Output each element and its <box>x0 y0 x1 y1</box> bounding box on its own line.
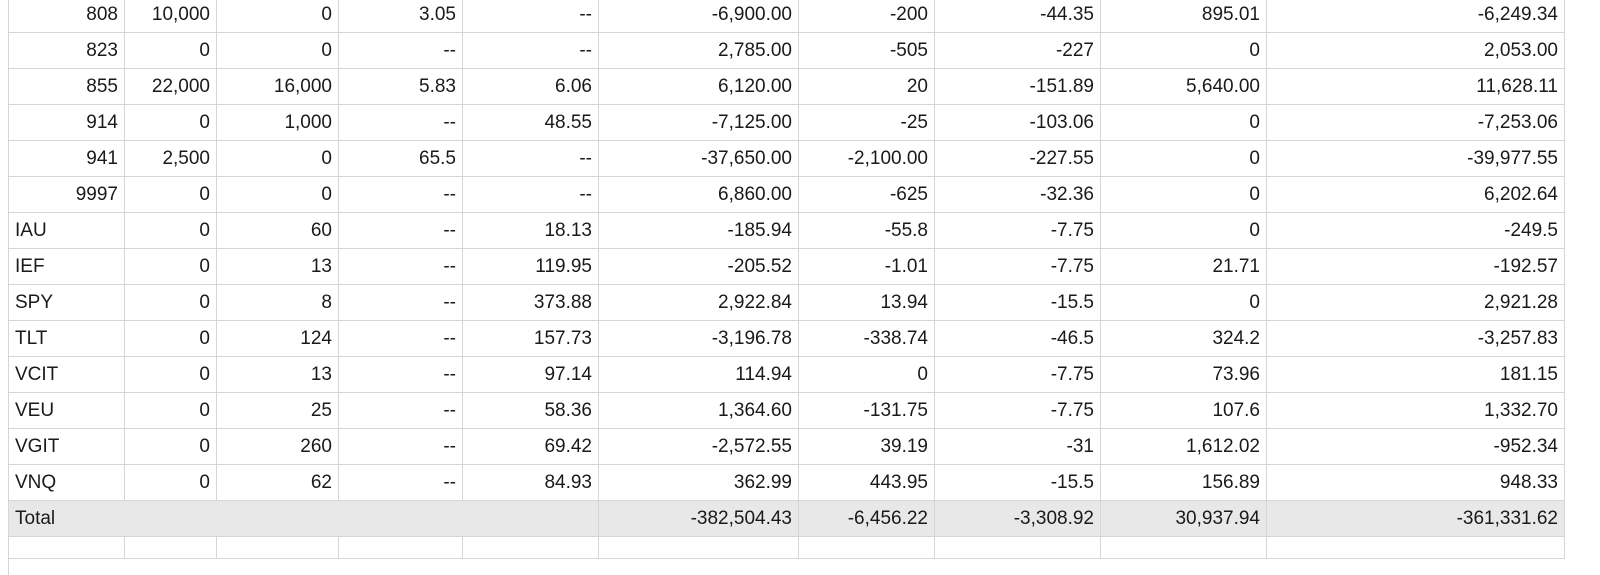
table-cell[interactable]: 8 <box>217 285 339 321</box>
row-label-cell[interactable]: SPY <box>9 285 125 321</box>
table-cell[interactable]: -7.75 <box>935 393 1101 429</box>
table-cell[interactable]: 0 <box>125 429 217 465</box>
table-cell[interactable]: 0 <box>125 357 217 393</box>
table-cell[interactable]: 0 <box>125 393 217 429</box>
empty-cell[interactable] <box>9 537 125 559</box>
table-cell[interactable]: 0 <box>217 33 339 69</box>
row-label-cell[interactable]: TLT <box>9 321 125 357</box>
table-cell[interactable]: 1,364.60 <box>599 393 799 429</box>
empty-cell[interactable] <box>799 537 935 559</box>
table-cell[interactable]: 5,640.00 <box>1101 69 1267 105</box>
table-cell[interactable]: 1,000 <box>217 105 339 141</box>
table-cell[interactable]: 119.95 <box>463 249 599 285</box>
empty-cell[interactable] <box>935 537 1101 559</box>
row-label-cell[interactable]: VGIT <box>9 429 125 465</box>
table-row <box>9 465 1565 501</box>
table-cell[interactable]: 181.15 <box>1267 357 1565 393</box>
table-cell[interactable]: -- <box>463 177 599 213</box>
table-cell[interactable]: 0 <box>1101 105 1267 141</box>
table-row <box>9 105 1565 141</box>
total-cell[interactable]: -361,331.62 <box>1267 501 1565 537</box>
table-cell[interactable]: -227.55 <box>935 141 1101 177</box>
table-cell[interactable]: 84.93 <box>463 465 599 501</box>
table-cell[interactable]: 0 <box>1101 177 1267 213</box>
table-row <box>9 33 1565 69</box>
table-cell[interactable]: 0 <box>1101 285 1267 321</box>
table-cell[interactable]: 0 <box>125 465 217 501</box>
table-cell[interactable]: 0 <box>125 177 217 213</box>
table-cell[interactable]: 948.33 <box>1267 465 1565 501</box>
table-cell[interactable]: -3,257.83 <box>1267 321 1565 357</box>
table-cell[interactable]: 2,921.28 <box>1267 285 1565 321</box>
total-label-cell[interactable]: Total <box>9 501 599 537</box>
table-cell[interactable]: 62 <box>217 465 339 501</box>
table-cell[interactable]: -3,196.78 <box>599 321 799 357</box>
row-label-cell[interactable]: 808 <box>9 0 125 33</box>
table-cell[interactable]: 73.96 <box>1101 357 1267 393</box>
table-cell[interactable]: 18.13 <box>463 213 599 249</box>
table-cell[interactable]: 0 <box>217 177 339 213</box>
table-cell[interactable]: -7.75 <box>935 249 1101 285</box>
table-cell[interactable]: -6,900.00 <box>599 0 799 33</box>
table-cell[interactable]: 22,000 <box>125 69 217 105</box>
empty-cell[interactable] <box>125 537 217 559</box>
total-row <box>9 501 1565 537</box>
empty-cell[interactable] <box>339 537 463 559</box>
table-cell[interactable]: 0 <box>1101 141 1267 177</box>
table-row <box>9 429 1565 465</box>
table-cell[interactable]: 0 <box>1101 33 1267 69</box>
table-cell[interactable]: -- <box>339 465 463 501</box>
data-table <box>8 0 1565 559</box>
table-cell[interactable]: 0 <box>217 141 339 177</box>
table-cell[interactable]: 6.06 <box>463 69 599 105</box>
table-cell[interactable]: -- <box>339 177 463 213</box>
table-row <box>9 321 1565 357</box>
table-row <box>9 357 1565 393</box>
table-cell[interactable]: -- <box>339 429 463 465</box>
table-cell[interactable]: -227 <box>935 33 1101 69</box>
table-cell[interactable]: 0 <box>125 249 217 285</box>
table-cell[interactable]: 13.94 <box>799 285 935 321</box>
table-cell[interactable]: 5.83 <box>339 69 463 105</box>
table-cell[interactable]: 156.89 <box>1101 465 1267 501</box>
table-cell[interactable]: 97.14 <box>463 357 599 393</box>
row-label-cell[interactable]: 823 <box>9 33 125 69</box>
table-cell[interactable]: -131.75 <box>799 393 935 429</box>
table-cell[interactable]: -46.5 <box>935 321 1101 357</box>
table-cell[interactable]: 0 <box>799 357 935 393</box>
table-cell[interactable]: 16,000 <box>217 69 339 105</box>
table-cell[interactable]: -- <box>339 321 463 357</box>
table-cell[interactable]: 3.05 <box>339 0 463 33</box>
table-cell[interactable]: 11,628.11 <box>1267 69 1565 105</box>
table-cell[interactable]: -1.01 <box>799 249 935 285</box>
table-cell[interactable]: -- <box>463 0 599 33</box>
row-label-cell[interactable]: VNQ <box>9 465 125 501</box>
table-cell[interactable]: 157.73 <box>463 321 599 357</box>
table-cell[interactable]: 6,202.64 <box>1267 177 1565 213</box>
table-cell[interactable]: -7,125.00 <box>599 105 799 141</box>
table-cell[interactable]: 0 <box>125 33 217 69</box>
table-cell[interactable]: -37,650.00 <box>599 141 799 177</box>
table-cell[interactable]: 0 <box>125 213 217 249</box>
table-cell[interactable]: -- <box>339 393 463 429</box>
table-cell[interactable]: 48.55 <box>463 105 599 141</box>
table-cell[interactable]: -249.5 <box>1267 213 1565 249</box>
table-cell[interactable]: -15.5 <box>935 465 1101 501</box>
table-cell[interactable]: 0 <box>125 105 217 141</box>
table-row <box>9 213 1565 249</box>
table-cell[interactable]: 2,500 <box>125 141 217 177</box>
table-cell[interactable]: -2,100.00 <box>799 141 935 177</box>
table-cell[interactable]: -- <box>463 33 599 69</box>
table-cell[interactable]: -31 <box>935 429 1101 465</box>
row-label-cell[interactable]: VCIT <box>9 357 125 393</box>
table-cell[interactable]: 373.88 <box>463 285 599 321</box>
table-cell[interactable]: -- <box>339 249 463 285</box>
table-cell[interactable]: -625 <box>799 177 935 213</box>
table-cell[interactable]: 124 <box>217 321 339 357</box>
table-cell[interactable]: -- <box>339 213 463 249</box>
table-cell[interactable]: 10,000 <box>125 0 217 33</box>
table-cell[interactable]: 1,332.70 <box>1267 393 1565 429</box>
table-row <box>9 177 1565 213</box>
table-cell[interactable]: -15.5 <box>935 285 1101 321</box>
table-cell[interactable]: -25 <box>799 105 935 141</box>
table-cell[interactable]: 2,053.00 <box>1267 33 1565 69</box>
table-cell[interactable]: 114.94 <box>599 357 799 393</box>
table-cell[interactable]: 260 <box>217 429 339 465</box>
table-cell[interactable]: 2,922.84 <box>599 285 799 321</box>
table-cell[interactable]: -200 <box>799 0 935 33</box>
table-row <box>9 393 1565 429</box>
empty-cell[interactable] <box>1101 537 1267 559</box>
table-cell[interactable]: 1,612.02 <box>1101 429 1267 465</box>
table-body <box>9 0 1565 559</box>
table-cell[interactable]: -952.34 <box>1267 429 1565 465</box>
table-cell[interactable]: 0 <box>217 0 339 33</box>
table-row <box>9 141 1565 177</box>
table-cell[interactable]: 0 <box>1101 213 1267 249</box>
row-label-cell[interactable]: VEU <box>9 393 125 429</box>
table-cell[interactable]: -151.89 <box>935 69 1101 105</box>
table-cell[interactable]: 60 <box>217 213 339 249</box>
row-label-cell[interactable]: IAU <box>9 213 125 249</box>
empty-cell[interactable] <box>217 537 339 559</box>
empty-cell[interactable] <box>463 537 599 559</box>
table-cell[interactable]: 58.36 <box>463 393 599 429</box>
row-label-cell[interactable]: 914 <box>9 105 125 141</box>
table-cell[interactable]: 0 <box>125 285 217 321</box>
table-cell[interactable]: 25 <box>217 393 339 429</box>
table-cell[interactable]: -55.8 <box>799 213 935 249</box>
table-cell[interactable]: 13 <box>217 357 339 393</box>
table-cell[interactable]: 65.5 <box>339 141 463 177</box>
table-cell[interactable]: 443.95 <box>799 465 935 501</box>
row-label-cell[interactable]: 9997 <box>9 177 125 213</box>
table-cell[interactable]: -44.35 <box>935 0 1101 33</box>
table-cell[interactable]: 39.19 <box>799 429 935 465</box>
table-cell[interactable]: -7,253.06 <box>1267 105 1565 141</box>
table-row <box>9 69 1565 105</box>
table-cell[interactable]: 13 <box>217 249 339 285</box>
table-cell[interactable]: 324.2 <box>1101 321 1267 357</box>
table-cell[interactable]: 20 <box>799 69 935 105</box>
total-cell[interactable]: 30,937.94 <box>1101 501 1267 537</box>
total-cell[interactable]: -382,504.43 <box>599 501 799 537</box>
table-cell[interactable]: -103.06 <box>935 105 1101 141</box>
table-cell[interactable]: -39,977.55 <box>1267 141 1565 177</box>
table-cell[interactable]: -338.74 <box>799 321 935 357</box>
table-cell[interactable]: -205.52 <box>599 249 799 285</box>
empty-cell[interactable] <box>599 537 799 559</box>
table-cell[interactable]: -6,249.34 <box>1267 0 1565 33</box>
table-cell[interactable]: 2,785.00 <box>599 33 799 69</box>
table-cell[interactable]: -185.94 <box>599 213 799 249</box>
table-cell[interactable]: 6,860.00 <box>599 177 799 213</box>
table-cell[interactable]: -2,572.55 <box>599 429 799 465</box>
table-cell[interactable]: 0 <box>125 321 217 357</box>
row-label-cell[interactable]: 855 <box>9 69 125 105</box>
total-cell[interactable]: -6,456.22 <box>799 501 935 537</box>
table-cell[interactable]: -7.75 <box>935 357 1101 393</box>
table-cell[interactable]: 6,120.00 <box>599 69 799 105</box>
empty-row <box>9 537 1565 559</box>
table-cell[interactable]: 21.71 <box>1101 249 1267 285</box>
table-cell[interactable]: -32.36 <box>935 177 1101 213</box>
table-row <box>9 249 1565 285</box>
table-cell[interactable]: -505 <box>799 33 935 69</box>
table-cell[interactable]: -7.75 <box>935 213 1101 249</box>
table-cell[interactable]: 362.99 <box>599 465 799 501</box>
table-cell[interactable]: -- <box>463 141 599 177</box>
table-cell[interactable]: -- <box>339 105 463 141</box>
table-cell[interactable]: 895.01 <box>1101 0 1267 33</box>
table-cell[interactable]: 69.42 <box>463 429 599 465</box>
table-row <box>9 0 1565 33</box>
table-cell[interactable]: -- <box>339 33 463 69</box>
total-cell[interactable]: -3,308.92 <box>935 501 1101 537</box>
table-cell[interactable]: -- <box>339 285 463 321</box>
table-cell[interactable]: -- <box>339 357 463 393</box>
empty-cell[interactable] <box>1267 537 1565 559</box>
row-label-cell[interactable]: IEF <box>9 249 125 285</box>
table-cell[interactable]: -192.57 <box>1267 249 1565 285</box>
row-label-cell[interactable]: 941 <box>9 141 125 177</box>
table-cell[interactable]: 107.6 <box>1101 393 1267 429</box>
table-row <box>9 285 1565 321</box>
